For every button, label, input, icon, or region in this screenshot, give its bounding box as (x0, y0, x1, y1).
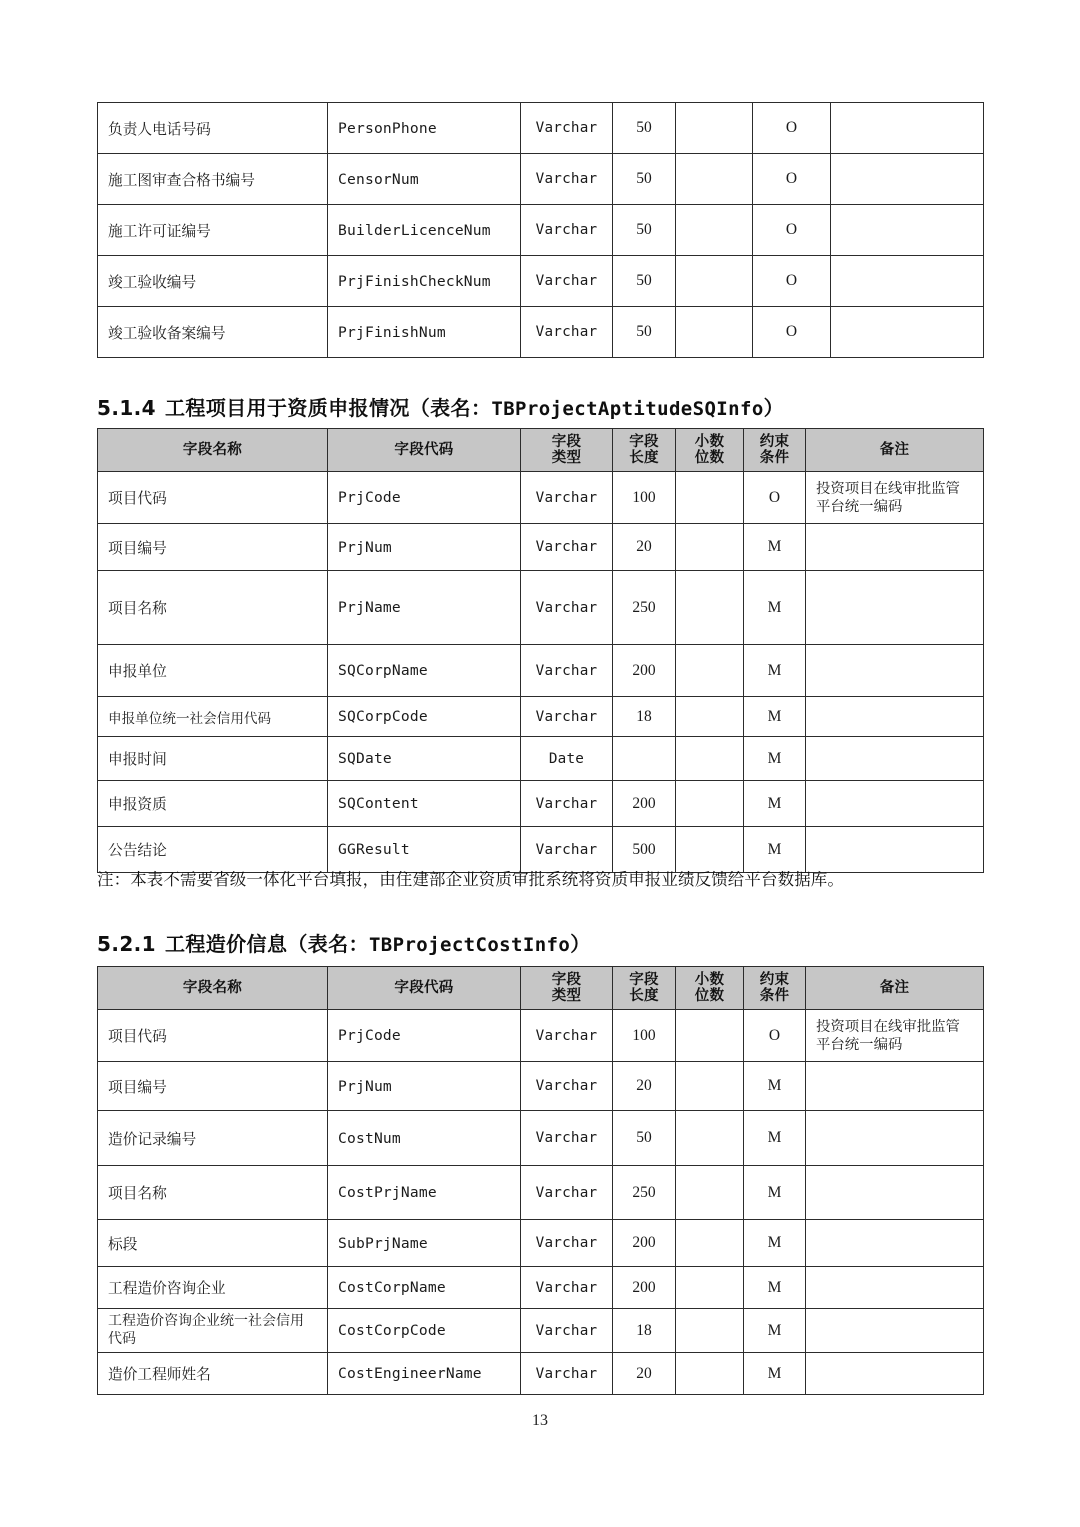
cell-length: 50 (613, 307, 676, 358)
cell-field-code: PersonPhone (328, 103, 521, 154)
cell-field-type: Varchar (521, 1111, 613, 1166)
cell-field-type: Varchar (521, 472, 613, 524)
cell-field-code: PrjNum (328, 524, 521, 571)
table-row (98, 1220, 984, 1267)
cell-field-name: 工程造价咨询企业 (98, 1267, 328, 1309)
cell-field-code: SQDate (328, 737, 521, 781)
cell-decimals (676, 154, 753, 205)
table-block-5-2-1 (97, 966, 984, 1395)
table-header (98, 429, 984, 472)
table-row (98, 1309, 984, 1353)
column-header-field-type (521, 967, 613, 1010)
cell-field-type: Varchar (521, 1267, 613, 1309)
cell-length: 200 (613, 1220, 676, 1267)
cell-length: 50 (613, 256, 676, 307)
cell-field-type: Varchar (521, 1309, 613, 1353)
cell-field-type: Varchar (521, 524, 613, 571)
cell-remark (806, 1111, 984, 1166)
cell-field-code: PrjCode (328, 472, 521, 524)
cell-remark (806, 697, 984, 737)
cell-decimals (676, 1309, 744, 1353)
cell-constraint: O (753, 103, 831, 154)
cell-field-code: PrjCode (328, 1010, 521, 1062)
table-header-row (98, 429, 984, 472)
table-block-continued (97, 102, 984, 358)
table-row (98, 1166, 984, 1220)
cell-constraint: O (744, 1010, 806, 1062)
cell-decimals (676, 205, 753, 256)
cell-remark (806, 1267, 984, 1309)
cell-field-code: BuilderLicenceNum (328, 205, 521, 256)
cell-decimals (676, 307, 753, 358)
cell-field-code: CensorNum (328, 154, 521, 205)
cell-constraint: M (744, 1267, 806, 1309)
cell-length: 50 (613, 154, 676, 205)
header-line-1: 约束 (759, 434, 790, 450)
cell-constraint: M (744, 1353, 806, 1395)
table-row (98, 737, 984, 781)
cell-remark (806, 645, 984, 697)
table-row (98, 571, 984, 645)
cell-length: 18 (613, 697, 676, 737)
table-row (98, 205, 984, 256)
cell-field-code: CostCorpName (328, 1267, 521, 1309)
cell-field-code: GGResult (328, 827, 521, 873)
cell-field-type: Varchar (521, 697, 613, 737)
cell-constraint: M (744, 1309, 806, 1353)
cell-remark (831, 103, 984, 154)
table-row (98, 1062, 984, 1111)
cell-constraint: M (744, 827, 806, 873)
cell-field-name: 竣工验收编号 (98, 256, 328, 307)
header-line-1: 约束 (759, 972, 790, 988)
cell-field-name: 施工许可证编号 (98, 205, 328, 256)
cell-length: 200 (613, 781, 676, 827)
cell-field-name: 项目名称 (98, 1166, 328, 1220)
data-table-5-1-4 (97, 428, 984, 873)
cell-field-type: Varchar (521, 1166, 613, 1220)
cell-constraint: O (753, 154, 831, 205)
cell-constraint: M (744, 1062, 806, 1111)
cell-constraint: M (744, 781, 806, 827)
cell-field-code: PrjName (328, 571, 521, 645)
cell-field-code: PrjFinishCheckNum (328, 256, 521, 307)
cell-field-code: CostEngineerName (328, 1353, 521, 1395)
section-title-suffix: ） (763, 396, 785, 420)
column-header-field-code: 字段代码 (328, 967, 521, 1010)
cell-remark (806, 524, 984, 571)
cell-decimals (676, 1010, 744, 1062)
cell-field-type: Varchar (521, 103, 613, 154)
cell-field-code: CostCorpCode (328, 1309, 521, 1353)
cell-decimals (676, 645, 744, 697)
table-block-5-1-4 (97, 428, 984, 873)
table-body (98, 472, 984, 873)
table-row (98, 256, 984, 307)
table-header-row (98, 967, 984, 1010)
cell-field-code: SQCorpName (328, 645, 521, 697)
cell-field-name: 项目代码 (98, 472, 328, 524)
column-header-constraint (744, 967, 806, 1010)
table-note-5-1-4: 注：本表不需要省级一体化平台填报，由住建部企业资质审批系统将资质申报业绩反馈给平台数据库。 (97, 870, 844, 889)
page-number: 13 (532, 1412, 548, 1429)
cell-remark (806, 1062, 984, 1111)
cell-decimals (676, 737, 744, 781)
column-header-field-length (613, 429, 676, 472)
cell-constraint: O (753, 307, 831, 358)
table-row (98, 781, 984, 827)
cell-constraint: O (744, 472, 806, 524)
cell-field-type: Varchar (521, 827, 613, 873)
cell-field-name: 造价工程师姓名 (98, 1353, 328, 1395)
table-row (98, 1010, 984, 1062)
cell-decimals (676, 1220, 744, 1267)
cell-decimals (676, 256, 753, 307)
header-line-1: 小数 (694, 972, 725, 988)
cell-remark: 投资项目在线审批监管平台统一编码 (806, 1010, 984, 1062)
cell-field-code: SQCorpCode (328, 697, 521, 737)
column-header-decimals (676, 967, 744, 1010)
table-row (98, 1267, 984, 1309)
cell-field-name: 施工图审查合格书编号 (98, 154, 328, 205)
data-table-continued (97, 102, 984, 358)
cell-decimals (676, 1062, 744, 1111)
cell-decimals (676, 103, 753, 154)
cell-constraint: M (744, 571, 806, 645)
cell-remark (831, 205, 984, 256)
table-body (98, 103, 984, 358)
cell-field-name: 造价记录编号 (98, 1111, 328, 1166)
cell-length: 50 (613, 103, 676, 154)
cell-field-name: 申报单位 (98, 645, 328, 697)
cell-remark (831, 307, 984, 358)
cell-field-code: CostNum (328, 1111, 521, 1166)
header-line-2: 位数 (694, 988, 725, 1005)
cell-field-name: 负责人电话号码 (98, 103, 328, 154)
header-line-1: 字段 (629, 972, 659, 988)
cell-remark (806, 781, 984, 827)
column-header-field-type (521, 429, 613, 472)
section-number: 5.2.1 (97, 932, 156, 956)
cell-length: 200 (613, 1267, 676, 1309)
table-row (98, 645, 984, 697)
cell-constraint: O (753, 205, 831, 256)
header-line-1: 字段 (551, 972, 582, 988)
cell-constraint: M (744, 737, 806, 781)
cell-remark: 投资项目在线审批监管平台统一编码 (806, 472, 984, 524)
column-header-field-code: 字段代码 (328, 429, 521, 472)
cell-constraint: M (744, 697, 806, 737)
header-line-2: 长度 (629, 450, 659, 467)
cell-field-type: Varchar (521, 1010, 613, 1062)
cell-field-name: 申报资质 (98, 781, 328, 827)
cell-length: 50 (613, 205, 676, 256)
cell-field-type: Varchar (521, 781, 613, 827)
cell-constraint: M (744, 524, 806, 571)
column-header-field-length (613, 967, 676, 1010)
cell-decimals (676, 781, 744, 827)
cell-constraint: M (744, 1166, 806, 1220)
data-table-5-2-1 (97, 966, 984, 1395)
cell-field-type: Varchar (521, 645, 613, 697)
column-header-constraint (744, 429, 806, 472)
cell-field-code: SQContent (328, 781, 521, 827)
table-row (98, 697, 984, 737)
table-row (98, 103, 984, 154)
header-line-1: 字段 (629, 434, 659, 450)
table-row (98, 307, 984, 358)
cell-field-name: 申报单位统一社会信用代码 (98, 697, 328, 737)
cell-field-type: Varchar (521, 1353, 613, 1395)
cell-field-name: 申报时间 (98, 737, 328, 781)
cell-remark (806, 1220, 984, 1267)
cell-decimals (676, 697, 744, 737)
cell-field-name: 项目代码 (98, 1010, 328, 1062)
cell-field-code: CostPrjName (328, 1166, 521, 1220)
cell-constraint: M (744, 1220, 806, 1267)
cell-field-name: 公告结论 (98, 827, 328, 873)
cell-decimals (676, 571, 744, 645)
header-line-1: 字段 (551, 434, 582, 450)
cell-field-name: 项目编号 (98, 524, 328, 571)
cell-field-type: Date (521, 737, 613, 781)
cell-field-name: 项目编号 (98, 1062, 328, 1111)
header-line-2: 条件 (759, 988, 790, 1005)
column-header-remark: 备注 (806, 967, 984, 1010)
header-line-2: 长度 (629, 988, 659, 1005)
cell-field-type: Varchar (521, 1220, 613, 1267)
table-row (98, 524, 984, 571)
cell-remark (831, 154, 984, 205)
cell-constraint: O (753, 256, 831, 307)
section-number: 5.1.4 (97, 396, 156, 420)
cell-decimals (676, 1267, 744, 1309)
table-row (98, 1353, 984, 1395)
cell-remark (806, 571, 984, 645)
cell-decimals (676, 1166, 744, 1220)
cell-field-code: PrjNum (328, 1062, 521, 1111)
cell-remark (806, 737, 984, 781)
table-row (98, 154, 984, 205)
section-heading-5-1-4 (97, 392, 784, 421)
column-header-field-name: 字段名称 (98, 429, 328, 472)
cell-field-code: PrjFinishNum (328, 307, 521, 358)
cell-field-name: 工程造价咨询企业统一社会信用代码 (98, 1309, 328, 1353)
cell-field-type: Varchar (521, 1062, 613, 1111)
cell-field-type: Varchar (521, 154, 613, 205)
cell-decimals (676, 1353, 744, 1395)
column-header-decimals (676, 429, 744, 472)
cell-length: 20 (613, 1062, 676, 1111)
cell-field-name: 竣工验收备案编号 (98, 307, 328, 358)
cell-length (613, 737, 676, 781)
cell-field-type: Varchar (521, 307, 613, 358)
header-line-2: 类型 (551, 988, 582, 1005)
section-title: 工程项目用于资质申报情况（表名： (164, 396, 492, 420)
header-line-2: 位数 (694, 450, 725, 467)
cell-field-type: Varchar (521, 571, 613, 645)
cell-length: 250 (613, 1166, 676, 1220)
cell-length: 18 (613, 1309, 676, 1353)
cell-decimals (676, 472, 744, 524)
header-line-1: 小数 (694, 434, 725, 450)
cell-length: 100 (613, 472, 676, 524)
cell-remark (806, 1353, 984, 1395)
cell-length: 500 (613, 827, 676, 873)
section-table-name: TBProjectCostInfo (368, 934, 571, 956)
cell-constraint: M (744, 645, 806, 697)
cell-field-name: 标段 (98, 1220, 328, 1267)
cell-remark (831, 256, 984, 307)
cell-length: 20 (613, 1353, 676, 1395)
table-row (98, 1111, 984, 1166)
column-header-field-name: 字段名称 (98, 967, 328, 1010)
cell-field-code: SubPrjName (328, 1220, 521, 1267)
cell-remark (806, 1166, 984, 1220)
cell-field-name: 项目名称 (98, 571, 328, 645)
cell-constraint: M (744, 1111, 806, 1166)
header-line-2: 类型 (551, 450, 582, 467)
column-header-remark: 备注 (806, 429, 984, 472)
section-title: 工程造价信息（表名： (164, 932, 369, 956)
section-heading-5-2-1 (97, 928, 591, 957)
cell-length: 50 (613, 1111, 676, 1166)
cell-decimals (676, 1111, 744, 1166)
cell-length: 100 (613, 1010, 676, 1062)
cell-remark (806, 1309, 984, 1353)
table-header (98, 967, 984, 1010)
cell-decimals (676, 524, 744, 571)
cell-length: 20 (613, 524, 676, 571)
header-line-2: 条件 (759, 450, 790, 467)
cell-length: 250 (613, 571, 676, 645)
table-body (98, 1010, 984, 1395)
section-title-suffix: ） (570, 932, 591, 956)
cell-field-type: Varchar (521, 256, 613, 307)
cell-length: 200 (613, 645, 676, 697)
table-row (98, 472, 984, 524)
cell-field-type: Varchar (521, 205, 613, 256)
section-table-name: TBProjectAptitudeSQInfo (491, 398, 764, 420)
